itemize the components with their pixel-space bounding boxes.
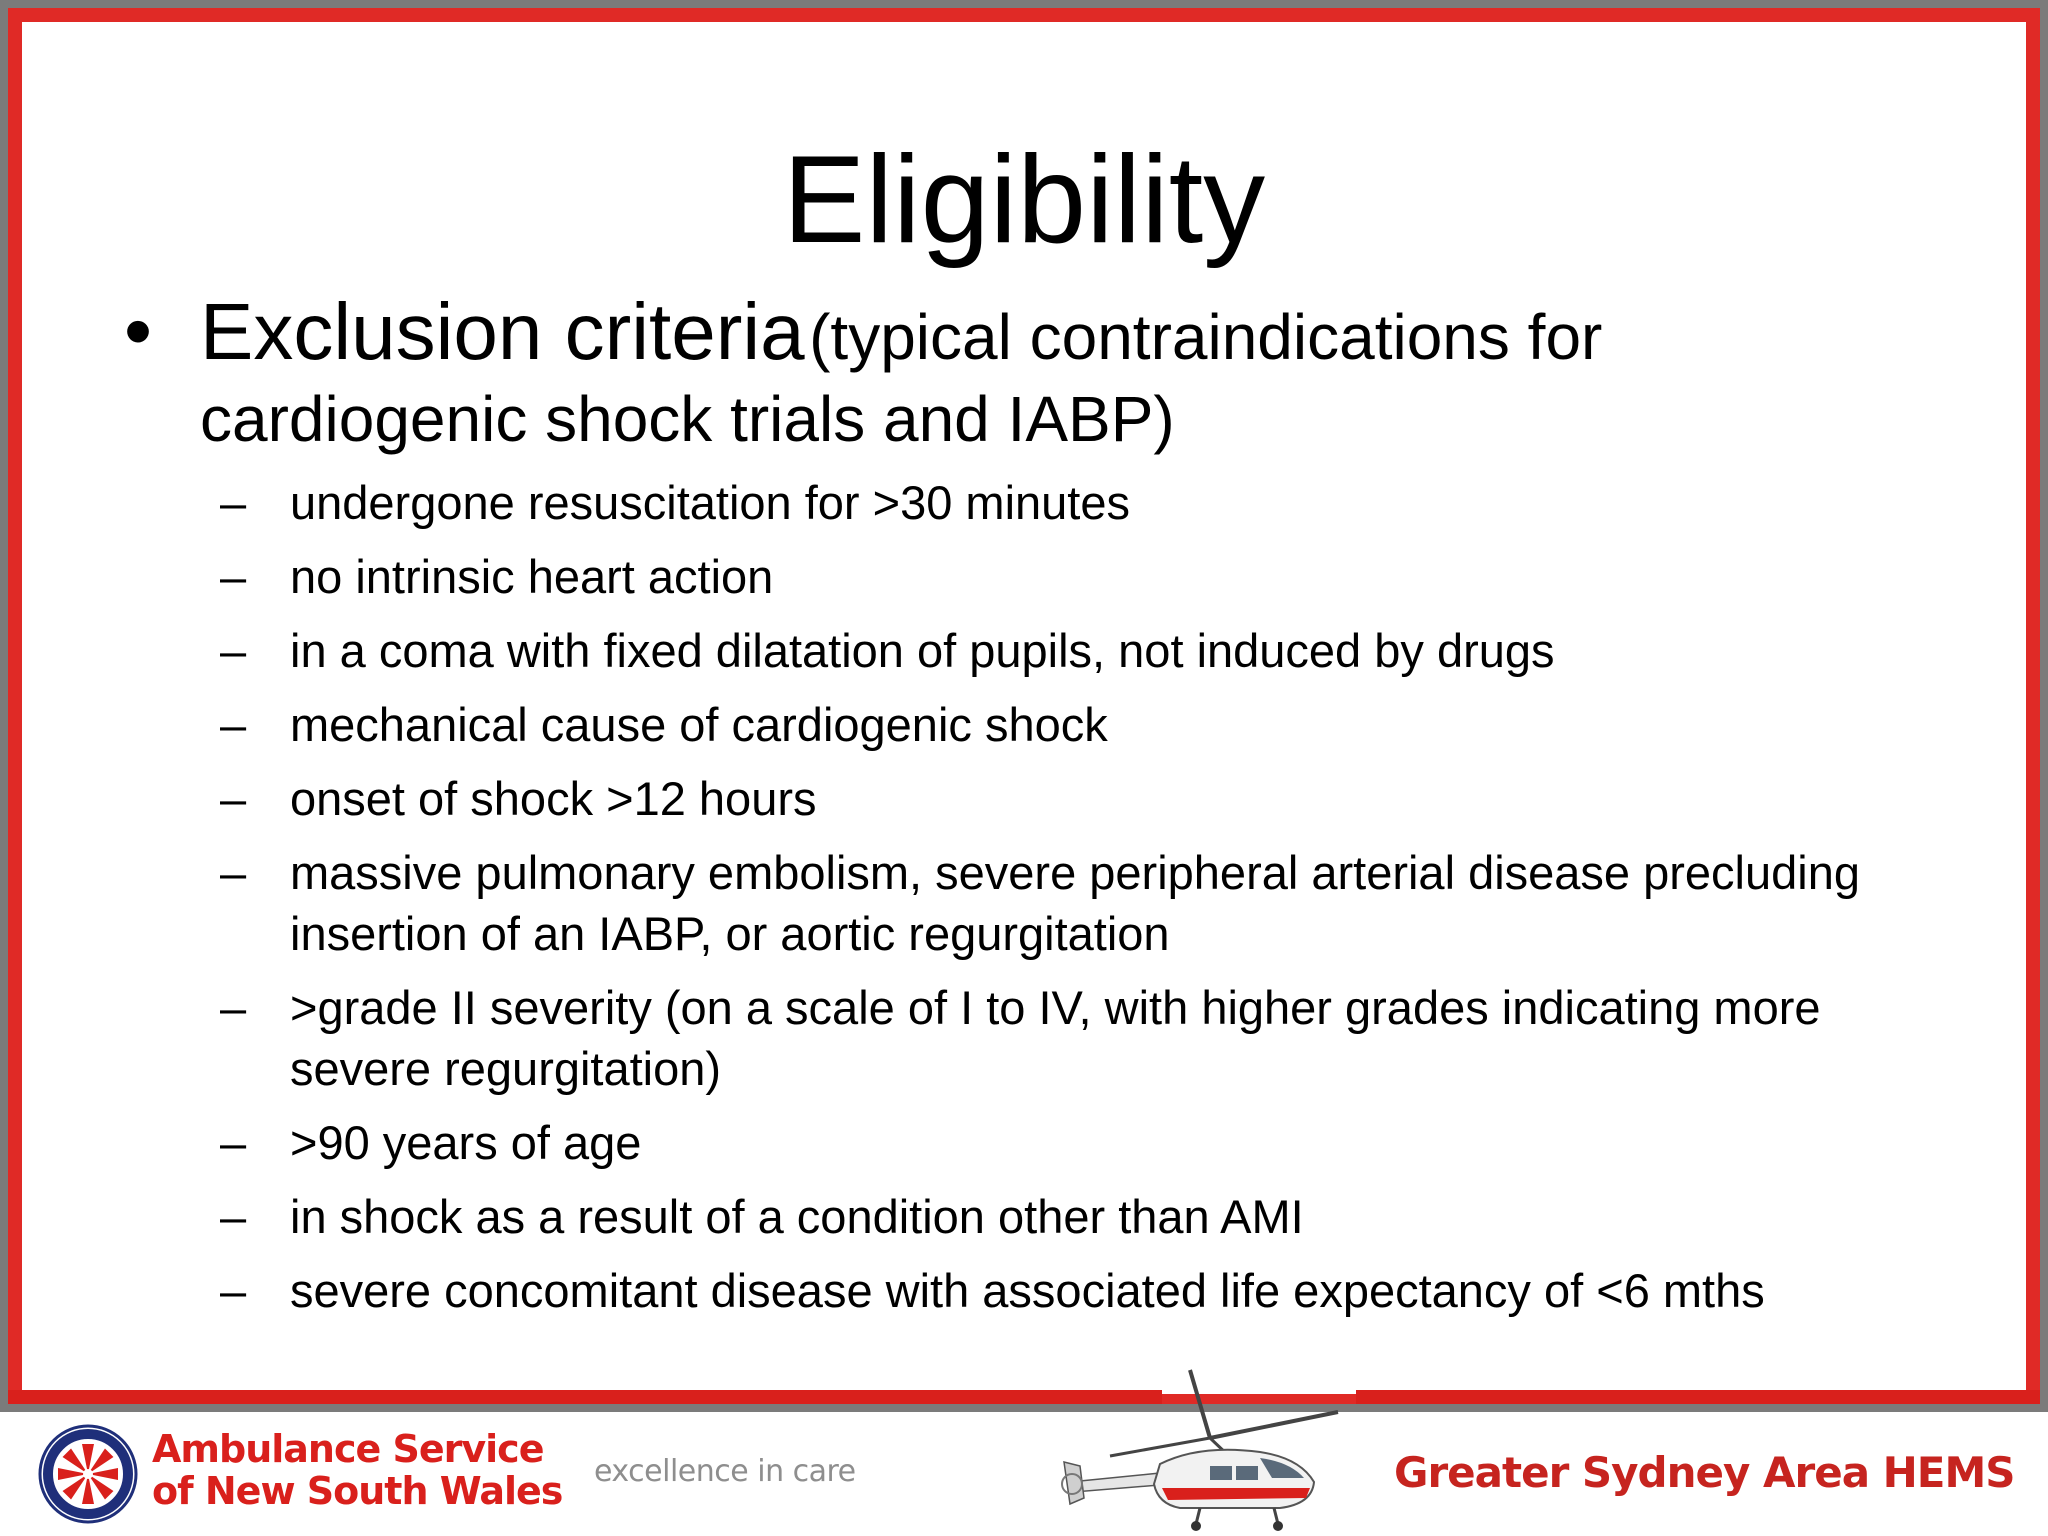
list-item-text: >90 years of age [290,1116,642,1169]
dash-icon: – [220,698,247,751]
slide-title: Eligibility [782,131,1266,269]
list-item-text: in a coma with fixed dilatation of pupils, not induced by drugs [290,624,1555,677]
exclusion-criteria-heading: Exclusion criteria [200,287,805,376]
helicopter-icon [1050,1366,1350,1536]
bullet-icon: • [124,286,153,375]
dash-icon: – [220,846,247,899]
list-item-text: mechanical cause of cardiogenic shock [290,698,1108,751]
organization-name [152,1428,562,1512]
tagline: excellence in care [594,1454,856,1489]
footer-red-bar-left [8,1390,1162,1404]
list-item [220,1186,1920,1247]
dash-icon: – [220,772,247,825]
list-item-text: >grade II severity (on a scale of I to IV, with higher grades indicating more severe regurgitation) [290,981,1821,1095]
dash-icon: – [220,624,247,677]
organization-name-line2: of New South Wales [152,1469,563,1513]
list-item [220,694,1920,755]
exclusion-criteria-paren: (typical contraindications for [809,301,1603,373]
ambulance-star-seal-icon [38,1424,138,1524]
list-item [220,1112,1920,1173]
exclusion-criteria-continuation: cardiogenic shock trials and IABP) [200,383,1175,455]
list-item-text: onset of shock >12 hours [290,772,817,825]
list-item-text: massive pulmonary embolism, severe peripheral arterial disease precluding insertion of an IABP, or aortic regurgitation [290,846,1861,960]
list-item [220,977,1920,1099]
list-item [220,842,1920,964]
list-item [220,1260,1920,1321]
list-item-text: undergone resuscitation for >30 minutes [290,476,1130,529]
dash-icon: – [220,1264,247,1317]
dash-icon: – [220,981,247,1034]
list-item [220,768,1920,829]
dash-icon: – [220,550,247,603]
list-item [220,472,1920,533]
organization-name-line1: Ambulance Service [152,1427,544,1471]
footer-red-bar-right [1356,1390,2040,1404]
list-item-text: no intrinsic heart action [290,550,774,603]
exclusion-criteria-list [220,472,1920,1334]
dash-icon: – [220,476,247,529]
dash-icon: – [220,1190,247,1243]
list-item-text: severe concomitant disease with associated life expectancy of <6 mths [290,1264,1765,1317]
list-item-text: in shock as a result of a condition other than AMI [290,1190,1304,1243]
list-item [220,546,1920,607]
dash-icon: – [220,1116,247,1169]
exclusion-criteria-text [200,288,1900,459]
hems-name: Greater Sydney Area HEMS [1394,1448,2015,1497]
list-item [220,620,1920,681]
